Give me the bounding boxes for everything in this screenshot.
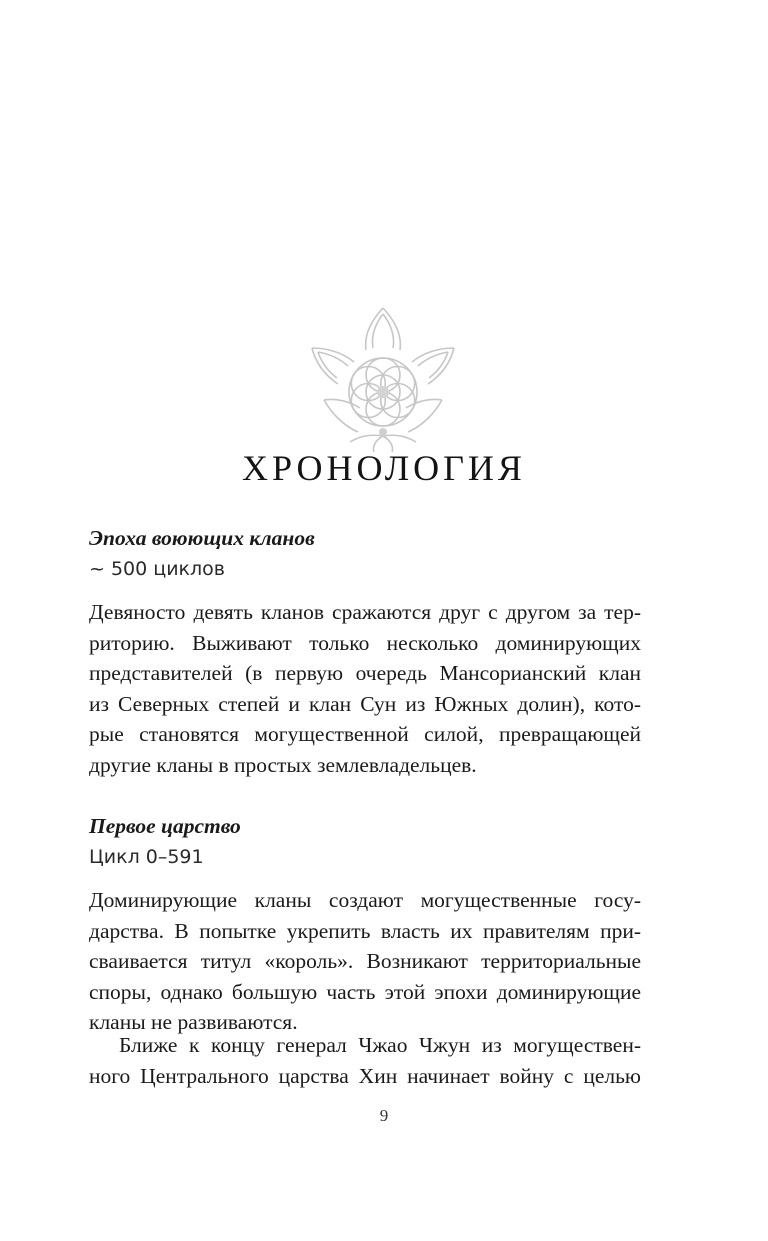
era-span: ~ 500 циклов xyxy=(89,557,225,580)
text-line: кланы не развиваются. xyxy=(89,1010,298,1034)
text-line: риторию. Выживают только несколько доминирующих xyxy=(89,630,641,655)
text-line: ного Центрального царства Хин начинает войну с целью xyxy=(89,1063,641,1088)
era-span: Цикл 0–591 xyxy=(89,845,204,868)
text-line: сваивается титул «король». Возникают территориальные xyxy=(89,949,641,973)
section-era-1 xyxy=(89,523,641,584)
chapter-title: ХРОНОЛОГИЯ xyxy=(242,448,526,488)
text-line: Девяносто девять кланов сражаются друг с другом за тер- xyxy=(89,600,641,624)
text-line: Ближе к концу генерал Чжао Чжун из могуществен- xyxy=(119,1033,641,1057)
paragraph xyxy=(89,1030,641,1091)
lotus-ornament-icon xyxy=(304,304,462,454)
section-era-2 xyxy=(89,811,641,872)
text-line: Доминирующие кланы создают могущественные госу- xyxy=(89,888,641,912)
era-title: Эпоха воюющих кланов xyxy=(89,526,315,550)
paragraph xyxy=(89,597,641,780)
text-line: споры, однако большую часть этой эпохи доминирующие xyxy=(89,979,641,1004)
text-line: рые становятся могущественной силой, превращающей xyxy=(89,722,641,746)
page-number: 9 xyxy=(379,1106,389,1125)
text-line: дарства. В попытке укрепить власть их правителям при- xyxy=(89,918,641,943)
era-title: Первое царство xyxy=(89,814,241,838)
paragraph xyxy=(89,885,641,1038)
text-line: другие кланы в простых землевладельцев. xyxy=(89,752,477,777)
text-line: из Северных степей и клан Сун из Южных долин), кото- xyxy=(89,691,641,716)
text-line: представителей (в первую очередь Мансорианский клан xyxy=(89,661,641,685)
